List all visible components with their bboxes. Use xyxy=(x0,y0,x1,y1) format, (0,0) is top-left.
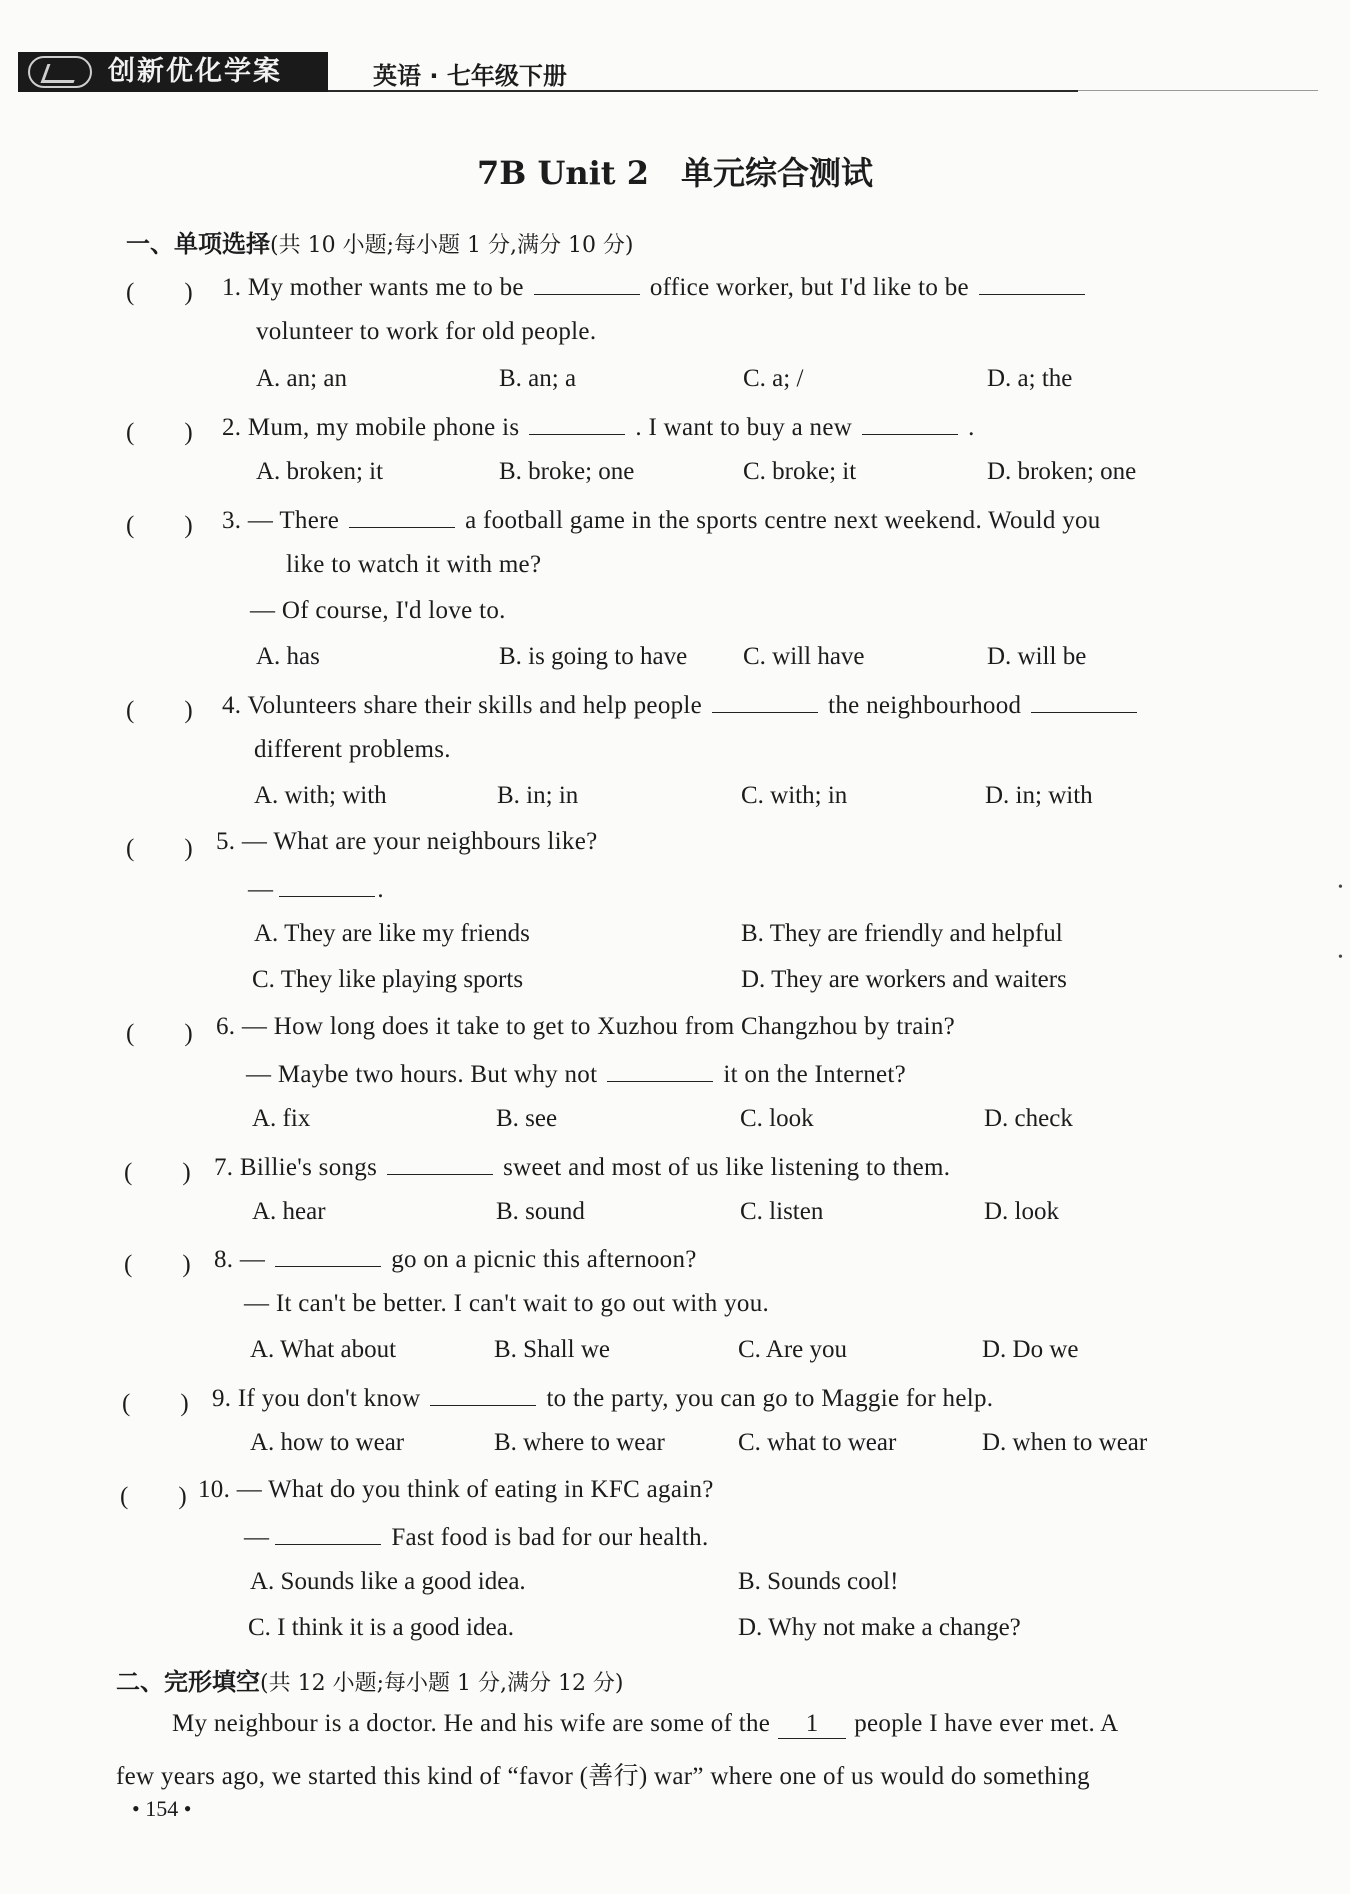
question-7 xyxy=(214,1152,950,1182)
answer-blank xyxy=(529,412,625,435)
answer-paren[interactable]: ( ) xyxy=(126,697,193,724)
option-c: C. They like playing sports xyxy=(252,966,524,993)
cloze-paragraph-line-1 xyxy=(172,1710,1119,1739)
option-b: B. is going to have xyxy=(499,643,688,670)
option-a: A. Sounds like a good idea. xyxy=(250,1568,526,1595)
header-rule-thin xyxy=(1078,90,1318,91)
question-text: sweet and most of us like listening to them. xyxy=(503,1154,951,1181)
answer-blank xyxy=(275,1522,381,1545)
answer-paren[interactable]: ( ) xyxy=(124,1251,191,1278)
question-text: Mum, my mobile phone is xyxy=(247,414,520,441)
option-b: B. Sounds cool! xyxy=(738,1568,899,1595)
option-c: C. what to wear xyxy=(738,1429,897,1456)
option-c: C. Are you xyxy=(738,1336,848,1363)
question-number: 10. xyxy=(198,1476,231,1503)
question-number: 1. xyxy=(222,274,242,301)
section-heading-multiple-choice xyxy=(126,224,634,259)
question-3-reply: — Of course, I'd love to. xyxy=(250,597,506,624)
question-8 xyxy=(214,1244,697,1274)
section-note: (共 10 小题;每小题 1 分,满分 10 分) xyxy=(270,233,634,258)
answer-paren[interactable]: ( ) xyxy=(122,1390,189,1417)
question-text: My mother wants me to be xyxy=(247,274,524,301)
page-title: 7B Unit 2 单元综合测试 xyxy=(477,154,873,192)
margin-speck: • xyxy=(1338,880,1343,895)
answer-blank xyxy=(387,1152,493,1175)
question-3-cont: like to watch it with me? xyxy=(286,551,542,578)
question-5-reply xyxy=(248,874,384,904)
cloze-blank-1: 1 xyxy=(778,1710,846,1739)
option-a: A. What about xyxy=(250,1336,397,1363)
answer-blank xyxy=(979,272,1085,295)
question-text: — What do you think of eating in KFC again? xyxy=(236,1476,714,1503)
question-number: 7. xyxy=(214,1154,234,1181)
question-4-cont: different problems. xyxy=(254,736,451,763)
margin-speck: • xyxy=(1338,950,1343,965)
question-text: Billie's songs xyxy=(239,1154,378,1181)
answer-blank xyxy=(430,1383,536,1406)
question-text: — xyxy=(244,1524,270,1551)
option-d: D. Do we xyxy=(982,1336,1079,1363)
option-a: A. They are like my friends xyxy=(254,920,530,947)
question-text: . I want to buy a new xyxy=(635,414,853,441)
option-a: A. with; with xyxy=(254,782,387,809)
question-8-reply: — It can't be better. I can't wait to go out with you. xyxy=(244,1290,770,1317)
question-10-reply xyxy=(244,1522,709,1552)
answer-paren[interactable]: ( ) xyxy=(126,279,193,306)
brand-emblem-icon xyxy=(28,56,92,88)
question-9 xyxy=(212,1383,993,1413)
question-number: 2. xyxy=(222,414,242,441)
answer-paren[interactable]: ( ) xyxy=(126,512,193,539)
option-c: C. with; in xyxy=(741,782,848,809)
option-b: B. in; in xyxy=(497,782,579,809)
question-text: . xyxy=(377,876,384,903)
question-text: — xyxy=(239,1246,266,1273)
question-text: . xyxy=(968,414,975,441)
question-1-cont: volunteer to work for old people. xyxy=(256,318,597,345)
option-b: B. They are friendly and helpful xyxy=(741,920,1063,947)
answer-blank xyxy=(862,412,958,435)
section-title: 二、完形填空 xyxy=(116,1668,260,1696)
question-1 xyxy=(222,272,1095,302)
answer-blank xyxy=(1031,690,1137,713)
paragraph-text: My neighbour is a doctor. He and his wife are some of the xyxy=(172,1710,771,1737)
question-text: Volunteers share their skills and help people xyxy=(247,692,703,719)
answer-paren[interactable]: ( ) xyxy=(124,1159,191,1186)
section-heading-cloze xyxy=(116,1662,624,1697)
answer-paren[interactable]: ( ) xyxy=(126,835,193,862)
question-text: a football game in the sports centre next weekend. Would you xyxy=(465,507,1101,534)
question-text: go on a picnic this afternoon? xyxy=(391,1246,697,1273)
paragraph-text: people I have ever met. A xyxy=(854,1710,1119,1737)
page-header xyxy=(18,52,1318,96)
option-d: D. check xyxy=(984,1105,1073,1132)
question-text: to the party, you can go to Maggie for help. xyxy=(546,1385,994,1412)
question-5 xyxy=(216,828,597,856)
option-d: D. broken; one xyxy=(987,458,1137,485)
option-b: B. see xyxy=(496,1105,558,1132)
option-c: C. will have xyxy=(743,643,865,670)
question-number: 8. xyxy=(214,1246,234,1273)
question-2 xyxy=(222,412,975,442)
question-text: — How long does it take to get to Xuzhou from Changzhou by train? xyxy=(241,1013,956,1040)
question-text: — Maybe two hours. But why not xyxy=(246,1061,598,1088)
answer-paren[interactable]: ( ) xyxy=(126,1020,193,1047)
question-text: office worker, but I'd like to be xyxy=(649,274,969,301)
option-d: D. Why not make a change? xyxy=(738,1614,1021,1641)
option-b: B. Shall we xyxy=(494,1336,610,1363)
brand-logo xyxy=(18,52,328,92)
question-number: 4. xyxy=(222,692,242,719)
answer-blank xyxy=(275,1244,381,1267)
question-6-reply xyxy=(246,1059,906,1089)
page-number: • 154 • xyxy=(132,1796,192,1821)
option-d: D. a; the xyxy=(987,365,1073,392)
option-b: B. where to wear xyxy=(494,1429,665,1456)
question-3 xyxy=(222,505,1101,535)
option-c: C. look xyxy=(740,1105,814,1132)
question-text: — What are your neighbours like? xyxy=(241,828,598,855)
question-4 xyxy=(222,690,1147,720)
header-rule xyxy=(328,90,1078,92)
option-d: D. will be xyxy=(987,643,1087,670)
question-text: Fast food is bad for our health. xyxy=(391,1524,709,1551)
answer-blank xyxy=(712,690,818,713)
answer-paren[interactable]: ( ) xyxy=(126,419,193,446)
answer-blank xyxy=(279,874,375,897)
option-a: A. how to wear xyxy=(250,1429,405,1456)
answer-paren[interactable]: ( ) xyxy=(120,1483,187,1510)
option-a: A. hear xyxy=(252,1198,326,1225)
answer-blank xyxy=(349,505,455,528)
option-b: B. an; a xyxy=(499,365,577,392)
option-d: D. when to wear xyxy=(982,1429,1148,1456)
book-title: 英语 · 七年级下册 xyxy=(373,62,567,90)
option-c: C. I think it is a good idea. xyxy=(248,1614,514,1641)
brand-name: 创新优化学案 xyxy=(108,56,282,87)
option-c: C. a; / xyxy=(743,365,804,392)
answer-blank xyxy=(534,272,640,295)
cloze-paragraph-line-2: few years ago, we started this kind of “favor (善行) war” where one of us would do something xyxy=(116,1763,1090,1790)
option-d: D. in; with xyxy=(985,782,1093,809)
option-a: A. has xyxy=(256,643,320,670)
question-number: 6. xyxy=(216,1013,236,1040)
option-d: D. look xyxy=(984,1198,1059,1225)
question-text: — There xyxy=(247,507,340,534)
option-a: A. broken; it xyxy=(256,458,384,485)
answer-blank xyxy=(607,1059,713,1082)
option-d: D. They are workers and waiters xyxy=(741,966,1067,993)
question-number: 9. xyxy=(212,1385,232,1412)
question-number: 3. xyxy=(222,507,242,534)
question-text: — xyxy=(248,876,274,903)
option-a: A. an; an xyxy=(256,365,347,392)
question-number: 5. xyxy=(216,828,236,855)
question-6 xyxy=(216,1013,955,1041)
option-b: B. broke; one xyxy=(499,458,635,485)
question-text: the neighbourhood xyxy=(828,692,1022,719)
option-c: C. broke; it xyxy=(743,458,857,485)
question-text: it on the Internet? xyxy=(723,1061,907,1088)
option-c: C. listen xyxy=(740,1198,824,1225)
option-b: B. sound xyxy=(496,1198,585,1225)
section-note: (共 12 小题;每小题 1 分,满分 12 分) xyxy=(260,1671,624,1696)
question-10 xyxy=(198,1476,714,1504)
section-title: 一、单项选择 xyxy=(126,230,270,258)
option-a: A. fix xyxy=(252,1105,311,1132)
question-text: If you don't know xyxy=(237,1385,421,1412)
